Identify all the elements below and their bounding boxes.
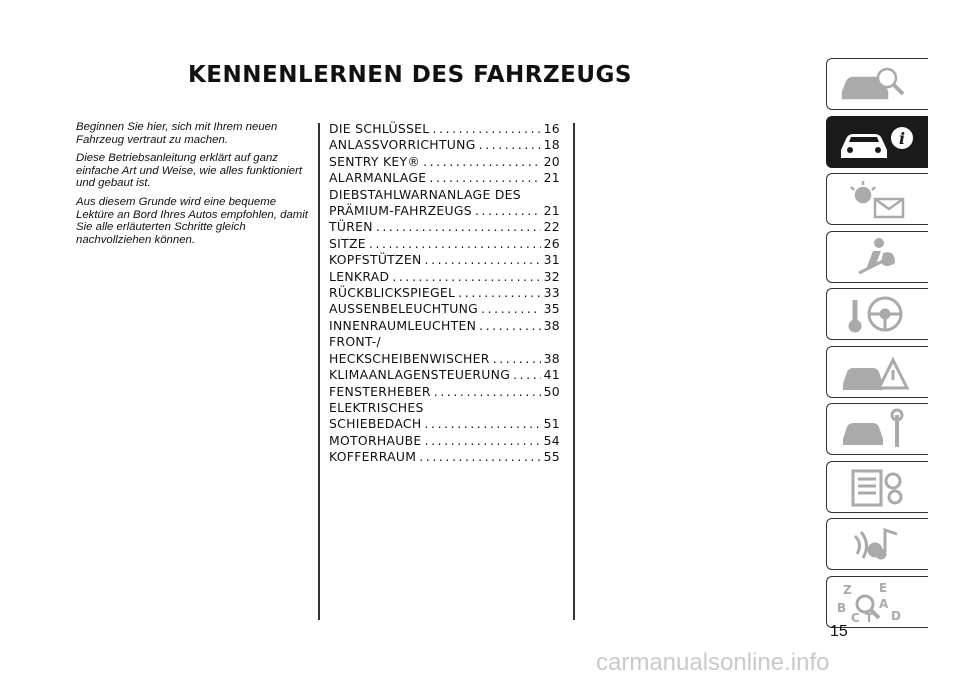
- intro-text: [76, 121, 316, 252]
- toc-entry[interactable]: ALARMANLAGE ..... 21: [329, 170, 560, 186]
- index-letter: A: [879, 596, 889, 611]
- toc-page: 31: [543, 252, 560, 268]
- chapter-tab[interactable]: [826, 576, 928, 628]
- warning-lights-icon: [835, 177, 921, 221]
- watermark: carmanualsonline.info: [596, 649, 830, 676]
- car-emergency-icon: [835, 350, 921, 394]
- column-divider: [573, 123, 575, 620]
- toc-page: 35: [543, 301, 560, 317]
- chapter-tab[interactable]: [826, 58, 928, 110]
- toc-page: 51: [543, 416, 560, 432]
- steering-wheel-icon: [835, 292, 921, 336]
- chapter-tab[interactable]: [826, 173, 928, 225]
- toc-entry[interactable]: AUSSENBELEUCHTUNG ..... 35: [329, 301, 560, 317]
- toc-page: 41: [543, 367, 560, 383]
- toc-page: 22: [543, 219, 560, 235]
- chapter-tab[interactable]: [826, 403, 928, 455]
- toc-page: 55: [543, 449, 560, 465]
- index-letter: Z: [843, 582, 852, 597]
- car-info-icon: [835, 120, 921, 164]
- toc-page: 21: [543, 203, 560, 219]
- alphabetical-index-icon: [835, 580, 921, 624]
- table-of-contents: [329, 121, 560, 466]
- column-divider: [318, 123, 320, 620]
- toc-entry[interactable]: LENKRAD ..... 32: [329, 269, 560, 285]
- toc-entry[interactable]: DIEBSTAHLWARNANLAGE DES PRÄMIUM-FAHRZEUGS ..... 21: [329, 187, 560, 220]
- chapter-tab[interactable]: [826, 346, 928, 398]
- intro-paragraph: Beginnen Sie hier, sich mit Ihrem neuen Fahrzeug vertraut zu machen.: [76, 121, 278, 146]
- toc-page: 21: [543, 170, 560, 186]
- toc-entry[interactable]: MOTORHAUBE ..... 54: [329, 433, 560, 449]
- index-letter: C: [851, 610, 860, 624]
- toc-entry[interactable]: KLIMAANLAGENSTEUERUNG ..... 41: [329, 367, 560, 383]
- car-service-icon: [835, 407, 921, 451]
- index-letter: E: [879, 580, 888, 595]
- index-letter: D: [891, 608, 901, 623]
- toc-page: 18: [543, 137, 560, 153]
- toc-entry[interactable]: KOFFERRAUM ..... 55: [329, 449, 560, 465]
- toc-page: 20: [543, 153, 560, 169]
- toc-entry[interactable]: FENSTERHEBER ..... 50: [329, 384, 560, 400]
- toc-page: 26: [543, 235, 560, 251]
- toc-entry[interactable]: SENTRY KEY® ..... 20: [329, 154, 560, 170]
- toc-page: 50: [543, 383, 560, 399]
- multimedia-icon: [835, 522, 921, 566]
- toc-entry[interactable]: DIE SCHLÜSSEL ..... 16: [329, 121, 560, 137]
- toc-entry[interactable]: INNENRAUMLEUCHTEN ..... 38: [329, 318, 560, 334]
- car-search-icon: [835, 62, 921, 106]
- toc-entry[interactable]: TÜREN ..... 22: [329, 219, 560, 235]
- chapter-tab-active[interactable]: [826, 116, 928, 168]
- chapter-tabs: [826, 58, 928, 633]
- chapter-tab[interactable]: [826, 288, 928, 340]
- intro-paragraph: Aus diesem Grunde wird eine bequeme Lektüre an Bord Ihres Autos empfohlen, damit Sie alle erläuterten Schritte gleich nachvollziehen können.: [76, 195, 308, 246]
- svg-text:i: i: [898, 128, 906, 148]
- chapter-tab[interactable]: [826, 461, 928, 513]
- toc-page: 32: [543, 268, 560, 284]
- technical-data-icon: [835, 465, 921, 509]
- toc-page: 33: [543, 285, 560, 301]
- chapter-title: KENNENLERNEN DES FAHRZEUGS: [187, 62, 632, 88]
- toc-entry[interactable]: SITZE ..... 26: [329, 236, 560, 252]
- airbag-safety-icon: [835, 235, 921, 279]
- toc-entry[interactable]: FRONT-/ HECKSCHEIBENWISCHER ..... 38: [329, 334, 560, 367]
- chapter-tab[interactable]: [826, 231, 928, 283]
- page-number: 15: [830, 623, 848, 640]
- toc-page: 16: [543, 121, 560, 136]
- chapter-tab[interactable]: [826, 518, 928, 570]
- toc-page: 38: [543, 317, 560, 333]
- toc-entry[interactable]: KOPFSTÜTZEN ..... 31: [329, 252, 560, 268]
- toc-entry[interactable]: ELEKTRISCHES SCHIEBEDACH ..... 51: [329, 400, 560, 433]
- toc-page: 54: [543, 432, 560, 448]
- toc-page: 38: [543, 350, 560, 366]
- toc-entry[interactable]: ANLASSVORRICHTUNG ..... 18: [329, 137, 560, 153]
- index-letter: B: [837, 600, 847, 615]
- toc-entry[interactable]: RÜCKBLICKSPIEGEL ..... 33: [329, 285, 560, 301]
- index-letter: T: [865, 610, 874, 624]
- intro-paragraph: Diese Betriebsanleitung erklärt auf ganz einfache Art und Weise, wie alles funktioniert und gebaut ist.: [76, 152, 303, 190]
